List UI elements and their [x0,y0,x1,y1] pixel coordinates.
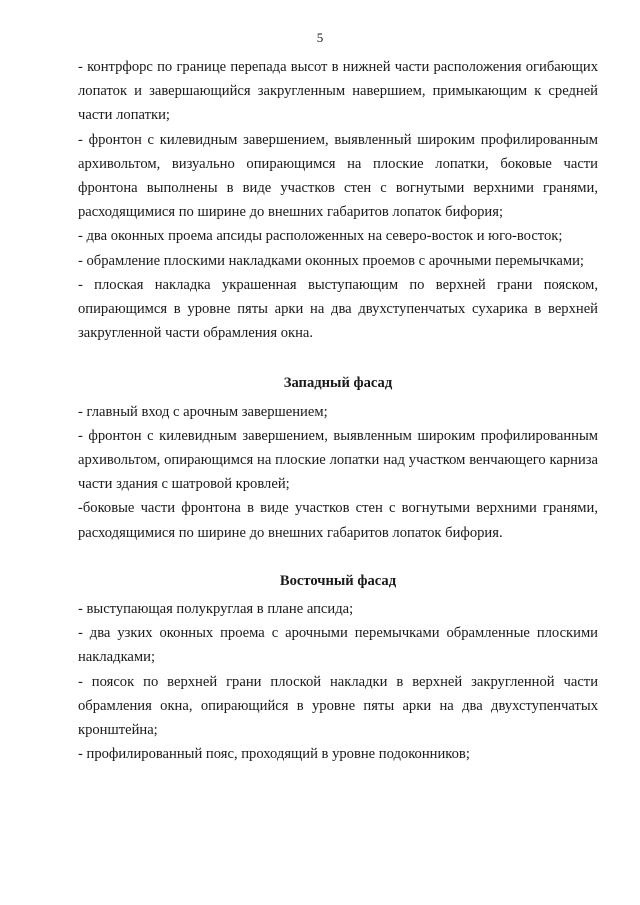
list-item: - два узких оконных проема с арочными перемычками обрамленные плоскими накладками; [78,625,598,666]
document-body [78,55,598,766]
list-item: - выступающая полукруглая в плане апсида; [78,601,354,618]
list-item: - контрфорс по границе перепада высот в нижней части расположения огибающих лопаток и завершающийся закругленным навершием, примыкающим к средней части лопатки; [78,59,598,124]
list-item: -боковые части фронтона в виде участков стен с вогнутыми верхними гранями, расходящимися по ширине до внешних габаритов лопаток бифория. [78,500,598,541]
page-number: 5 [316,30,324,45]
list-item: - главный вход с арочным завершением; [78,403,328,420]
section-heading-east: Восточный фасад [279,572,397,589]
list-item: - профилированный пояс, проходящий в уровне подоконников; [78,746,470,763]
list-item: - фронтон с килевидным завершением, выявленным широким профилированным архивольтом, опирающимся на плоские лопатки над участком венчающего карниза части здания с шатровой кровлей; [78,427,598,493]
list-item: - фронтон с килевидным завершением, выявленный широким профилированным архивольтом, визуально опирающимся на плоские лопатки, боковые части фронтона выполнены в виде участков стен с вогнутыми верхними гранями, расходящимися по ширине до внешних габаритов лопаток бифория; [78,131,598,221]
list-item: - поясок по верхней грани плоской накладки в верхней закругленной части обрамления окна, опирающийся в уровне пяты арки на два двухступенчатых кронштейна; [78,673,598,739]
section-heading-west: Западный фасад [283,375,393,392]
list-item: - плоская накладка украшенная выступающим по верхней грани пояском, опирающимся в уровне пяты арки на два двухступенчатых сухарика в верхней закругленной части обрамления окна. [78,276,598,342]
list-item: - два оконных проема апсиды расположенных на северо-восток и юго-восток; [78,228,563,245]
list-item: - обрамление плоскими накладками оконных проемов с арочными перемычками; [78,252,584,269]
